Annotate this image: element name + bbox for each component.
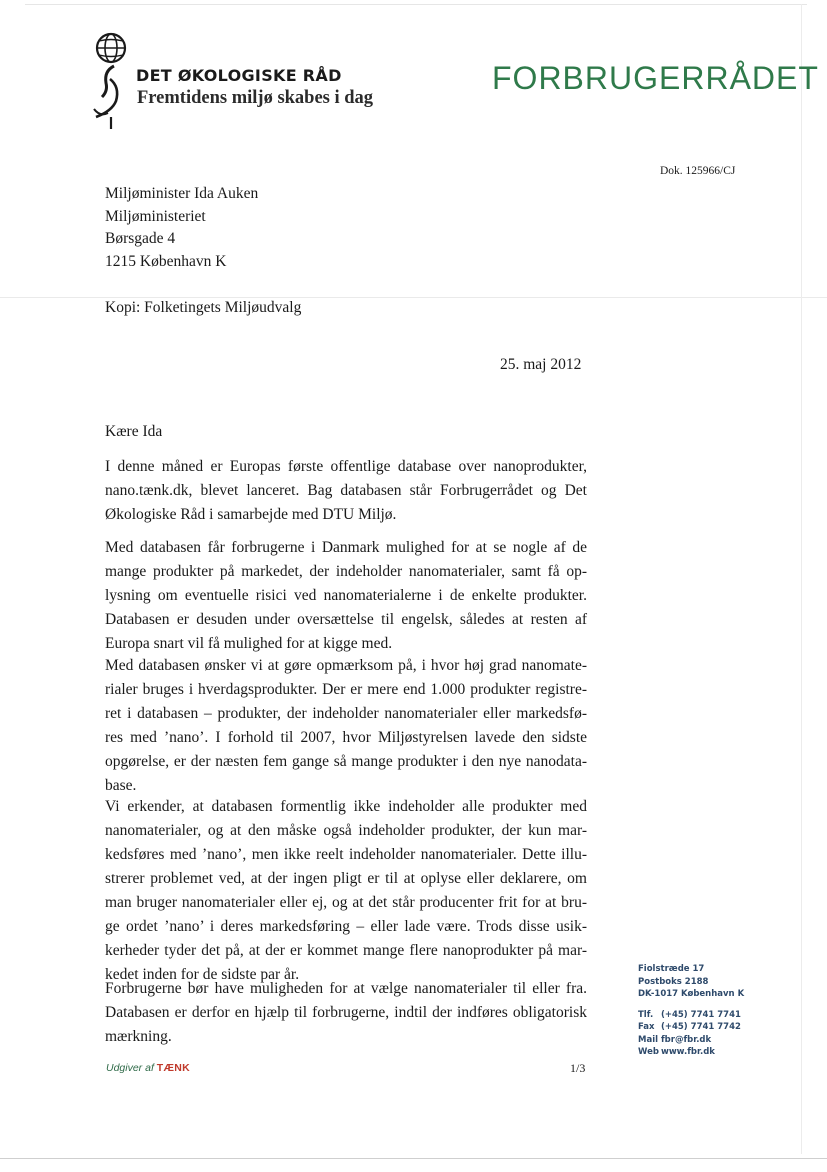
paragraph-4 <box>105 795 587 987</box>
paragraph-line: Europa snart vil få mulighed for at kigge med. <box>105 635 393 652</box>
paragraph-line: rialer bruges i hverdagsprodukter. Der er mere end 1.000 produkter registre- <box>105 681 587 698</box>
paragraph-line: Databasen er derfor en hjælp til forbrugerne, indtil der indføres obligatorisk <box>105 1004 587 1021</box>
contact-sidebar <box>638 963 744 1059</box>
scan-fold-line <box>0 297 827 298</box>
scan-edge-top <box>25 4 807 5</box>
sidebar-mail <box>638 1034 744 1047</box>
publisher-prefix: Udgiver af <box>106 1062 154 1074</box>
paragraph-5 <box>105 977 587 1049</box>
paragraph-line: kedet inden for de sidste par år. <box>105 966 300 983</box>
web-label: Web <box>638 1047 659 1057</box>
paragraph-line: mange produkter på markedet, der indeholder nanomaterialer, samt få op- <box>105 563 587 580</box>
paragraph-line: lysning om eventuelle risici ved nanomaterialerne i de enkelte produkter. <box>105 587 587 604</box>
sidebar-fax <box>638 1021 744 1034</box>
copy-to: Kopi: Folketingets Miljøudvalg <box>105 299 302 316</box>
recipient-city: 1215 København K <box>105 252 227 270</box>
scan-edge-bottom <box>0 1158 827 1159</box>
recipient-street: Børsgade 4 <box>105 230 176 247</box>
taenk-logo: TÆNK <box>156 1062 191 1074</box>
paragraph-line: Vi erkender, at databasen formentlig ikke indeholder alle produkter med <box>105 798 587 815</box>
sidebar-city: DK-1017 København K <box>638 989 745 999</box>
web-value: www.fbr.dk <box>660 1047 715 1057</box>
okologiske-raad-logo-icon <box>88 31 136 131</box>
sidebar-pobox: Postboks 2188 <box>638 976 709 987</box>
document-reference: Dok. 125966/CJ <box>660 165 736 177</box>
mail-value: fbr@fbr.dk <box>660 1034 712 1045</box>
sidebar-web <box>638 1046 744 1059</box>
paragraph-line: Med databasen får forbrugerne i Danmark mulighed for at se nogle af de <box>105 539 587 556</box>
fax-value: (+45) 7741 7742 <box>660 1022 741 1032</box>
paragraph-line: Databasen er desuden under oversættelse til engelsk, således at resten af <box>105 611 587 628</box>
recipient-name: Miljøminister Ida Auken <box>105 185 259 202</box>
paragraph-line: res med ’nano’. I forhold til 2007, hvor Miljøstyrelsen lavede den sidste <box>105 729 587 746</box>
phone-label: Tlf. <box>638 1009 654 1020</box>
left-org-name: DET ØKOLOGISKE RÅD <box>136 66 342 85</box>
paragraph-line: I denne måned er Europas første offentlige database over nanoprodukter, <box>105 458 587 475</box>
paragraph-line: mærkning. <box>105 1028 172 1045</box>
recipient-ministry: Miljøministeriet <box>105 207 206 225</box>
paragraph-3 <box>105 654 587 798</box>
paragraph-line: nano.tænk.dk, blevet lanceret. Bag databasen står Forbrugerrådet og Det <box>105 482 587 499</box>
paragraph-line: kerheder tyder det på, at der er kommet mange flere nanoprodukter på mar- <box>105 942 587 959</box>
forbrugerraadet-logo: FORBRUGERRÅDET <box>492 60 819 96</box>
sidebar-phone <box>638 1009 744 1022</box>
left-org-tagline: Fremtidens miljø skabes i dag <box>137 88 374 108</box>
paragraph-line: Forbrugerne bør have muligheden for at vælge nanomaterialer til eller fra. <box>105 980 587 997</box>
footer-publisher <box>106 1062 190 1074</box>
page-number: 1/3 <box>570 1061 586 1075</box>
paragraph-line: base. <box>105 777 137 794</box>
sidebar-street: Fiolstræde 17 <box>638 964 705 974</box>
paragraph-line: Økologiske Råd i samarbejde med DTU Miljø. <box>105 506 397 523</box>
paragraph-line: Med databasen ønsker vi at gøre opmærksom på, i hvor høj grad nanomate- <box>105 657 587 674</box>
phone-value: (+45) 7741 7741 <box>660 1009 741 1020</box>
mail-label: Mail <box>638 1034 659 1045</box>
recipient-address <box>105 183 258 273</box>
paragraph-line: ge ordet ’nano’ i deres markedsføring – eller lade være. Trods disse usik- <box>105 918 587 935</box>
letter-date: 25. maj 2012 <box>500 356 582 373</box>
paragraph-line: man bruger nanomaterialer eller ej, og at det står producenter frit for at bru- <box>105 894 587 911</box>
paragraph-1 <box>105 455 587 527</box>
paragraph-line: ret i databasen – produkter, der indeholder nanomaterialer eller markedsfø- <box>105 705 587 722</box>
paragraph-line: nanomaterialer, og at den måske også indeholder produkter, der kun mar- <box>105 822 587 839</box>
greeting: Kære Ida <box>105 423 163 440</box>
fax-label: Fax <box>638 1022 655 1032</box>
paragraph-line: opgørelse, er der næsten fem gange så mange produkter i den nye nanodata- <box>105 753 587 770</box>
scan-edge-right <box>801 4 802 1154</box>
paragraph-line: kedsføres med ’nano’, men ikke reelt indeholder nanomaterialer. Dette illu- <box>105 846 587 863</box>
paragraph-line: strerer problemet ved, at der ingen pligt er til at oplyse eller deklarere, om <box>105 870 587 887</box>
paragraph-2 <box>105 536 587 656</box>
